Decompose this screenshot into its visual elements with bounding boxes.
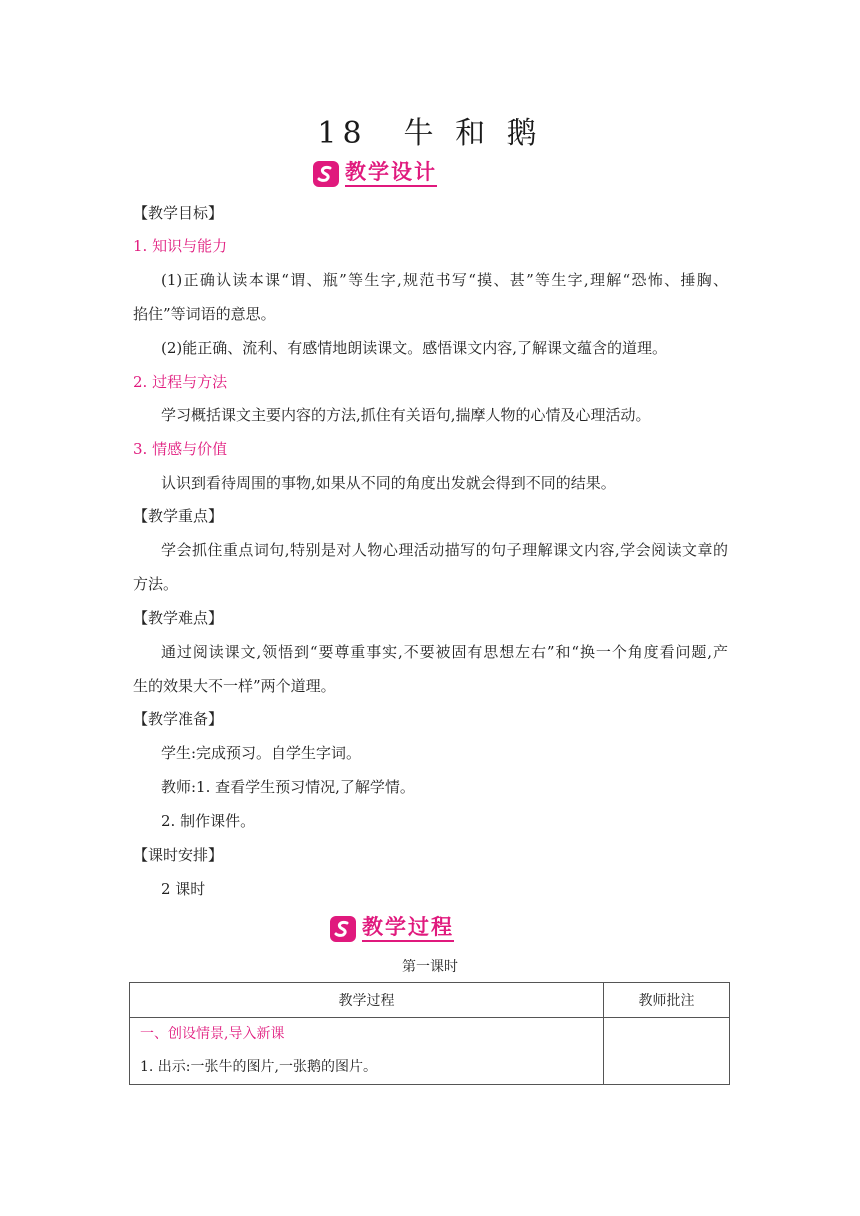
step-item: 1. 出示:一张牛的图片,一张鹅的图片。 xyxy=(140,1059,377,1075)
section-banner-process xyxy=(330,915,454,942)
section-banner-design xyxy=(313,160,437,187)
knowledge-p1-line2: 掐住”等词语的意思。 xyxy=(133,305,276,323)
difficulties-line2: 生的效果大不一样”两个道理。 xyxy=(133,677,336,695)
keypoints-line1: 学会抓住重点词句,特别是对人物心理活动描写的句子理解课文内容,学会阅读文章的 xyxy=(161,541,728,559)
column-header-notes: 教师批注 xyxy=(604,983,730,1018)
column-header-process: 教学过程 xyxy=(130,983,604,1018)
knowledge-heading: 1. 知识与能力 xyxy=(133,237,228,255)
emotion-heading: 3. 情感与价值 xyxy=(133,440,228,458)
preparation-teacher-1: 教师:1. 查看学生预习情况,了解学情。 xyxy=(161,778,415,796)
preparation-student: 学生:完成预习。自学生字词。 xyxy=(161,744,362,762)
keypoints-heading: 【教学重点】 xyxy=(133,507,224,525)
step-heading: 一、创设情景,导入新课 xyxy=(140,1026,285,1042)
banner-label: 教学过程 xyxy=(362,915,454,942)
objectives-heading: 【教学目标】 xyxy=(133,204,224,222)
process-p1: 学习概括课文主要内容的方法,抓住有关语句,揣摩人物的心情及心理活动。 xyxy=(161,406,651,424)
lesson-caption: 第一课时 xyxy=(402,959,458,975)
emotion-p1: 认识到看待周围的事物,如果从不同的角度出发就会得到不同的结果。 xyxy=(161,474,616,492)
table-header-row xyxy=(130,983,730,1018)
difficulties-heading: 【教学难点】 xyxy=(133,609,224,627)
knowledge-p2: (2)能正确、流利、有感情地朗读课文。感悟课文内容,了解课文蕴含的道理。 xyxy=(161,339,668,357)
logo-icon xyxy=(330,916,356,942)
banner-label: 教学设计 xyxy=(345,160,437,187)
preparation-teacher-2: 2. 制作课件。 xyxy=(161,812,256,830)
schedule-heading: 【课时安排】 xyxy=(133,846,224,864)
page-title: 18 牛 和 鹅 xyxy=(317,116,543,151)
process-heading: 2. 过程与方法 xyxy=(133,373,228,391)
difficulties-line1: 通过阅读课文,领悟到“要尊重事实,不要被固有思想左右”和“换一个角度看问题,产 xyxy=(161,643,728,661)
notes-cell xyxy=(604,1018,730,1085)
schedule-value: 2 课时 xyxy=(161,880,206,898)
preparation-heading: 【教学准备】 xyxy=(133,710,224,728)
process-cell xyxy=(130,1018,604,1085)
logo-icon xyxy=(313,161,339,187)
knowledge-p1-line1: (1)正确认读本课“谓、瓶”等生字,规范书写“摸、甚”等生字,理解“恐怖、捶胸、 xyxy=(161,271,728,289)
table-row xyxy=(130,1018,730,1085)
keypoints-line2: 方法。 xyxy=(133,575,179,593)
lesson-table xyxy=(129,982,730,1085)
